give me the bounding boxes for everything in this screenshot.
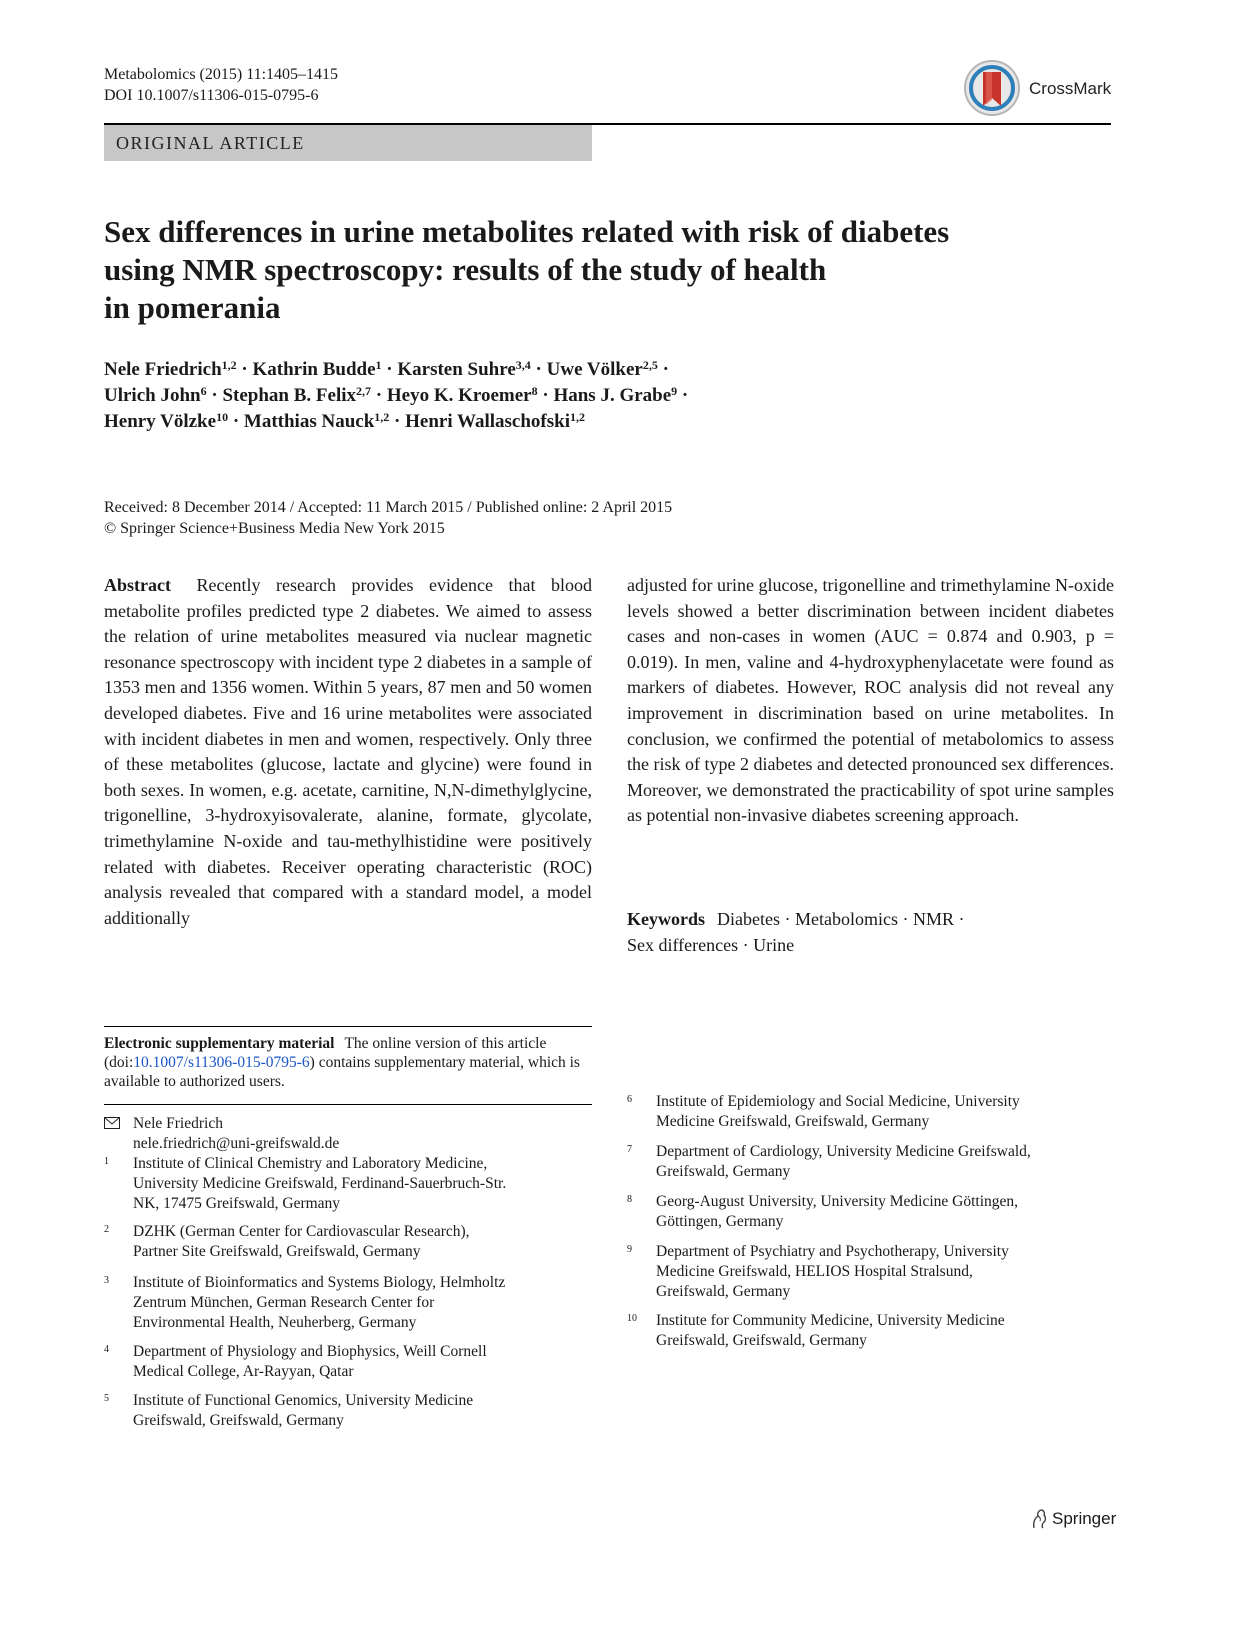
author-name[interactable]: Nele Friedrich (104, 359, 222, 380)
author-name[interactable]: Henry Völzke (104, 411, 217, 432)
keywords-heading: Keywords (627, 909, 705, 929)
affiliation-number: 3 (104, 1275, 109, 1286)
title-line: Sex differences in urine metabolites related with risk of diabetes (104, 214, 950, 249)
affiliation-line: Institute of Clinical Chemistry and Laboratory Medicine, (133, 1155, 488, 1172)
affiliation-line: Greifswald, Germany (656, 1163, 791, 1180)
crossmark-badge[interactable] (962, 58, 1112, 118)
author-separator: · (228, 411, 244, 432)
author-separator: · (389, 411, 406, 432)
keywords-line: Diabetes · Metabolomics · NMR · (717, 909, 965, 929)
affiliation-number: 6 (627, 1094, 632, 1105)
springer-horse-icon (1030, 1508, 1048, 1530)
supplementary-note (104, 1034, 592, 1091)
author-name[interactable]: Heyo K. Kroemer (386, 385, 532, 406)
affiliation-line: DZHK (German Center for Cardiovascular Research), (133, 1223, 470, 1240)
affiliation-number: 10 (627, 1313, 637, 1324)
affiliation-number: 2 (104, 1224, 109, 1235)
article-type-banner (104, 125, 592, 161)
envelope-icon (104, 1117, 120, 1129)
author-separator: · (236, 359, 253, 380)
affiliation-line: Department of Psychiatry and Psychotherapy, University (656, 1243, 1009, 1260)
author-affiliation-sup: 1,2 (570, 410, 585, 424)
crossmark-label: CrossMark (1029, 79, 1112, 98)
author-separator: · (530, 359, 547, 380)
keywords-line: Sex differences · Urine (627, 934, 795, 955)
abstract-right-column (627, 573, 1114, 829)
author-name[interactable]: Hans J. Grabe (553, 385, 672, 406)
affiliation-line: Institute of Bioinformatics and Systems Biology, Helmholtz (133, 1274, 506, 1291)
author-name[interactable]: Kathrin Budde (252, 359, 376, 380)
affiliation-line: Department of Cardiology, University Medicine Greifswald, (656, 1143, 1031, 1160)
esm-text: The online version of this article (doi: (104, 1035, 547, 1071)
affiliation-line: Partner Site Greifswald, Greifswald, Germany (133, 1243, 421, 1260)
affiliation-number: 4 (104, 1344, 109, 1355)
affiliation-line: Institute for Community Medicine, University Medicine (656, 1312, 1005, 1329)
article-type-label: ORIGINAL ARTICLE (116, 133, 305, 153)
affiliation-number: 8 (627, 1194, 632, 1205)
abstract-text: adjusted for urine glucose, trigonelline and trimethylamine N-oxide levels showed a better discrimination between incident diabetes cases and non-cases in women (AUC = 0.874 and 0.903, p = 0.019). In men, valine and 4-hydroxyphenylacetate were found as markers of diabetes. However, ROC analysis did not reveal any improvement in discrimination based on urine metabolites. In conclusion, we confirmed the potential of metabolomics to assess the risk of type 2 diabetes and detected pronounced sex differences. Moreover, we demonstrated the practicability of spot urine samples as potential non-invasive diabetes screening approach. (627, 575, 1114, 826)
corresponding-name: Nele Friedrich (133, 1115, 223, 1132)
author-separator: · (657, 359, 669, 380)
affiliation-line: Zentrum München, German Research Center for (133, 1294, 435, 1311)
affiliation-number: 5 (104, 1393, 109, 1404)
author-separator: · (677, 385, 689, 406)
affiliation-line: Medical College, Ar-Rayyan, Qatar (133, 1363, 354, 1380)
doi-link[interactable]: 10.1007/s11306-015-0795-6 (133, 1054, 310, 1071)
author-affiliation-sup: 1,2 (374, 410, 390, 424)
author-name[interactable]: Henri Wallaschofski (405, 411, 570, 432)
affiliation-number: 9 (627, 1244, 632, 1255)
author-name[interactable]: Uwe Völker (546, 359, 643, 380)
author-separator: · (537, 385, 554, 406)
affiliation-line: Environmental Health, Neuherberg, Germany (133, 1314, 417, 1331)
affiliation-line: Greifswald, Germany (656, 1283, 791, 1300)
affiliation-line: Georg-August University, University Medicine Göttingen, (656, 1193, 1019, 1210)
doi-line: DOI 10.1007/s11306-015-0795-6 (104, 87, 319, 104)
affiliation-line: Medicine Greifswald, HELIOS Hospital Stralsund, (656, 1263, 973, 1280)
copyright-line: © Springer Science+Business Media New York 2015 (104, 520, 445, 537)
corresponding-email[interactable]: nele.friedrich@uni-greifswald.de (133, 1135, 340, 1152)
affiliation-line: NK, 17475 Greifswald, Germany (133, 1195, 341, 1212)
affiliation-line: Institute of Functional Genomics, University Medicine (133, 1392, 474, 1409)
author-separator: · (371, 385, 387, 406)
abstract-left-column (104, 573, 592, 931)
affiliation-line: Department of Physiology and Biophysics, Weill Cornell (133, 1343, 487, 1360)
abstract-heading: Abstract (104, 575, 171, 595)
article-title (104, 213, 1064, 327)
author-affiliation-sup: 8 (531, 384, 538, 398)
author-affiliation-sup: 1,2 (221, 358, 237, 372)
author-separator: · (206, 385, 223, 406)
affiliation-line: Greifswald, Greifswald, Germany (656, 1332, 867, 1349)
author-affiliation-sup: 9 (671, 384, 678, 398)
author-name[interactable]: Ulrich John (104, 385, 201, 406)
title-line: in pomerania (104, 290, 281, 325)
publication-dates (104, 497, 672, 539)
author-affiliation-sup: 2,5 (642, 358, 658, 372)
journal-citation (104, 64, 338, 106)
author-list (104, 357, 1004, 435)
author-name[interactable]: Matthias Nauck (243, 411, 375, 432)
affiliation-line: Institute of Epidemiology and Social Medicine, University (656, 1093, 1020, 1110)
affiliation-line: Medicine Greifswald, Greifswald, Germany (656, 1113, 930, 1130)
author-affiliation-sup: 1 (375, 358, 382, 372)
author-separator: · (381, 359, 398, 380)
abstract-text: Recently research provides evidence that blood metabolite profiles predicted type 2 diabetes. We aimed to assess the relation of urine metabolites measured via nuclear magnetic resonance spectroscopy with incident type 2 diabetes in a sample of 1353 men and 1356 women. Within 5 years, 87 men and 50 women developed diabetes. Five and 16 urine metabolites were associated with incident diabetes in men and women, respectively. Only three of these metabolites (glucose, lactate and glycine) were found in both sexes. In women, e.g. acetate, carnitine, N,N-dimethylglycine, trigonelline, 3-hydroxyisovalerate, alanine, formate, glycolate, trimethylamine N-oxide and tau-methylhistidine were positively related with diabetes. Receiver operating characteristic (ROC) analysis revealed that compared with a standard model, a model additionally (104, 575, 592, 928)
affiliation-number: 7 (627, 1144, 632, 1155)
author-affiliation-sup: 6 (200, 384, 207, 398)
esm-heading: Electronic supplementary material (104, 1035, 335, 1052)
author-name[interactable]: Karsten Suhre (397, 359, 516, 380)
journal-line: Metabolomics (2015) 11:1405–1415 (104, 66, 339, 83)
footnote-rule (104, 1026, 592, 1027)
author-affiliation-sup: 2,7 (356, 384, 372, 398)
dates-line: Received: 8 December 2014 / Accepted: 11 March 2015 / Published online: 2 April 2015 (104, 499, 673, 516)
author-affiliation-sup: 10 (216, 410, 229, 424)
affiliation-number: 1 (104, 1156, 109, 1167)
affiliation-line: Greifswald, Greifswald, Germany (133, 1412, 344, 1429)
affiliation-line: University Medicine Greifswald, Ferdinand-Sauerbruch-Str. (133, 1175, 507, 1192)
crossmark-icon (962, 58, 1022, 118)
author-affiliation-sup: 3,4 (515, 358, 531, 372)
footnote-rule (104, 1104, 592, 1105)
publisher-name: Springer (1052, 1509, 1117, 1528)
esm-text: ) contains supplementary material, which is available to authorized users. (104, 1054, 580, 1090)
title-line: using NMR spectroscopy: results of the study of health (104, 252, 827, 287)
author-name[interactable]: Stephan B. Felix (222, 385, 357, 406)
keywords (627, 907, 1114, 958)
affiliation-line: Göttingen, Germany (656, 1213, 784, 1230)
